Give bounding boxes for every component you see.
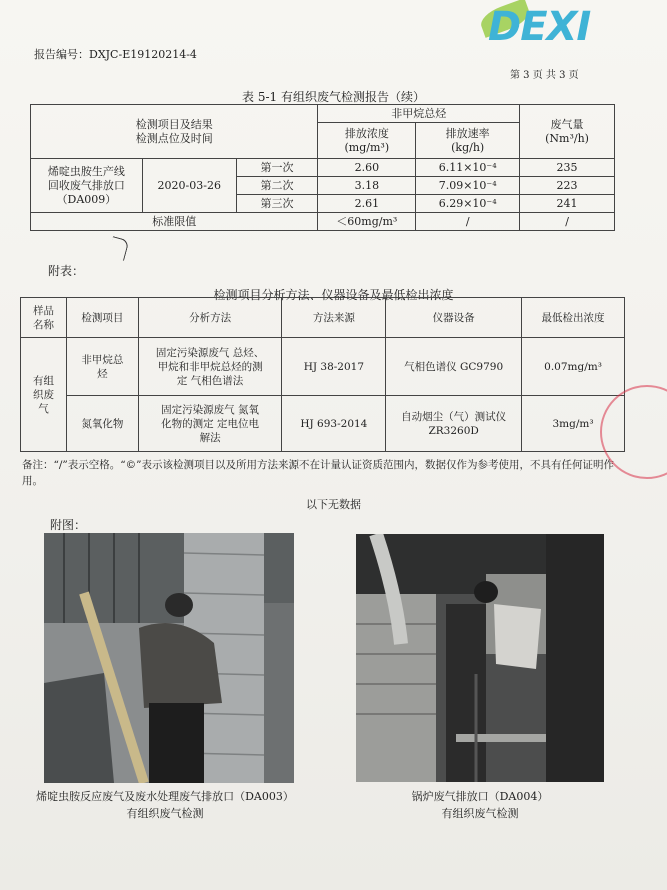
photo-caption-1: 烯啶虫胺反应废气及废水处理废气排放口（DA003） 有组织废气检测 xyxy=(36,790,294,820)
table2-h-method: 分析方法 xyxy=(138,298,282,338)
pen-mark-icon xyxy=(108,236,130,261)
limit-conc: ＜60mg/m³ xyxy=(318,213,416,231)
attach-photo-label: 附图： xyxy=(50,518,87,532)
limit-rate: / xyxy=(416,213,520,231)
company-logo xyxy=(480,4,630,54)
limit-label: 标准限值 xyxy=(31,213,318,231)
limit-flow: / xyxy=(520,213,615,231)
end-of-data: 以下无数据 xyxy=(306,498,361,511)
table-row-cell: 自动烟尘（气）测试仪 ZR3260D xyxy=(386,396,522,452)
table-row-cell: 223 xyxy=(520,177,615,195)
table1-title: 表 5-1 有组织废气检测报告（续） xyxy=(242,90,425,104)
table-row-cell: 固定污染源废气 总烃、 甲烷和非甲烷总烃的测 定 气相色谱法 xyxy=(138,338,282,396)
table2-title: 检测项目分析方法、仪器设备及最低检出浓度 xyxy=(213,288,454,302)
table-row-cell: 氮氧化物 xyxy=(66,396,138,452)
emission-results-table xyxy=(30,104,615,231)
photo-caption-2: 锅炉废气排放口（DA004） 有组织废气检测 xyxy=(411,790,549,820)
site-photo-da004 xyxy=(356,534,604,782)
table-row-cell: 第一次 xyxy=(236,159,318,177)
table-row-cell: 0.07mg/m³ xyxy=(522,338,625,396)
table2-sample-name: 有组 织废 气 xyxy=(21,338,67,452)
site-photo-da003 xyxy=(44,533,294,783)
table-row-cell: HJ 693-2014 xyxy=(282,396,386,452)
table-row-cell: 235 xyxy=(520,159,615,177)
table1-head-group: 非甲烷总烃 xyxy=(318,105,520,123)
table-row-cell: 2.60 xyxy=(318,159,416,177)
table2-h-min: 最低检出浓度 xyxy=(522,298,625,338)
table2-h-item: 检测项目 xyxy=(66,298,138,338)
table-row-cell: 7.09×10⁻⁴ xyxy=(416,177,520,195)
attach-table-label: 附表： xyxy=(48,264,85,278)
table-row-cell: 2.61 xyxy=(318,195,416,213)
table2-h-sample: 样品 名称 xyxy=(21,298,67,338)
table-row-cell: 6.11×10⁻⁴ xyxy=(416,159,520,177)
table1-site: 烯啶虫胺生产线 回收废气排放口 （DA009） xyxy=(31,159,143,213)
table1-date: 2020-03-26 xyxy=(142,159,236,213)
table-row-cell: 非甲烷总 烃 xyxy=(66,338,138,396)
table-row-cell: 6.29×10⁻⁴ xyxy=(416,195,520,213)
table-row-cell: 第二次 xyxy=(236,177,318,195)
table-row-cell: 气相色谱仪 GC9790 xyxy=(386,338,522,396)
table-row-cell: 第三次 xyxy=(236,195,318,213)
table-row-cell: 241 xyxy=(520,195,615,213)
report-number: 报告编号：DXJC-E19120214-4 xyxy=(34,48,197,61)
table-row-cell: 3.18 xyxy=(318,177,416,195)
table2-h-device: 仪器设备 xyxy=(386,298,522,338)
table1-col-conc: 排放浓度 (mg/m³) xyxy=(318,123,416,159)
table-row-cell: 固定污染源废气 氮氧 化物的测定 定电位电 解法 xyxy=(138,396,282,452)
method-table xyxy=(20,297,625,452)
table1-head-left: 检测项目及结果 检测点位及时间 xyxy=(31,105,318,159)
table1-col-rate: 排放速率 (kg/h) xyxy=(416,123,520,159)
table2-h-source: 方法来源 xyxy=(282,298,386,338)
table-row-cell: 3mg/m³ xyxy=(522,396,625,452)
page-number: 第 3 页 共 3 页 xyxy=(510,70,579,81)
table1-col-flow: 废气量 (Nm³/h) xyxy=(520,105,615,159)
table-row-cell: HJ 38-2017 xyxy=(282,338,386,396)
logo-text: DEXI xyxy=(488,4,591,50)
remarks: 备注：“/”表示空格。“©”表示该检测项目以及所用方法来源不在计量认证资质范围内，数据仅作为参考使用，不具有任何证明作用。 xyxy=(22,459,615,487)
